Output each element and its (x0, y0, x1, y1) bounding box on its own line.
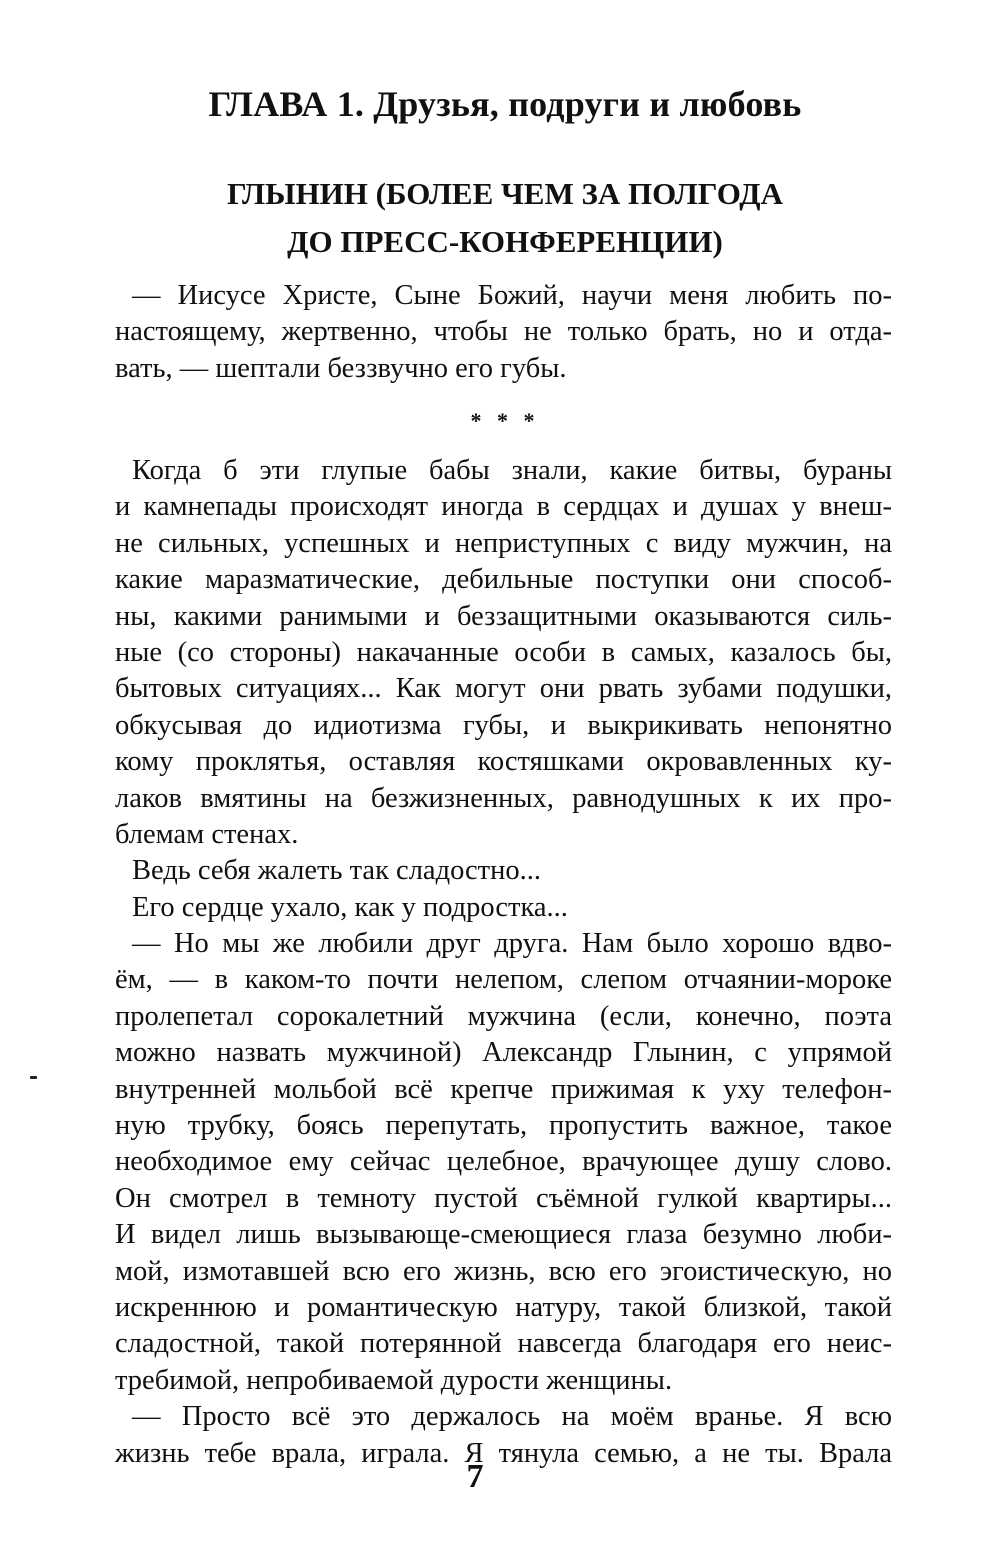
text-line: сладостной, такой потерянной навсегда благодаря его неис- (115, 1328, 892, 1360)
text-line: блемам стенах. (115, 818, 299, 850)
text-line: настоящему, жертвенно, чтобы не только брать, но и отда- (115, 316, 892, 348)
text-line: требимой, непробиваемой дурости женщины. (115, 1364, 673, 1396)
text-line: — Просто всё это держалось на моём вранье. Я всю (132, 1401, 892, 1433)
text-line: Он смотрел в темноту пустой съёмной гулкой квартиры... (115, 1182, 892, 1214)
text-line: — Иисусе Христе, Сыне Божий, научи меня любить по- (132, 280, 892, 311)
body-text (115, 453, 892, 1472)
text-line: — Но мы же любили друг друга. Нам было хорошо вдво- (132, 928, 892, 960)
text-line: ём, — в каком-то почти нелепом, слепом отчаянии-мороке (115, 964, 892, 996)
text-line: внутренней мольбой всё крепче прижимая к уху телефон- (115, 1073, 892, 1105)
text-line: жизнь тебе врала, играла. Я тянула семью, а не ты. Врала (115, 1437, 892, 1469)
section-title-line: ДО ПРЕСС-КОНФЕРЕНЦИИ) (287, 224, 723, 259)
scan-speck (30, 1076, 37, 1079)
text-line: пролепетал сорокалетний мужчина (если, конечно, поэта (115, 1000, 892, 1032)
text-line: можно назвать мужчиной) Александр Глынин, с упрямой (115, 1037, 892, 1069)
section-title (80, 170, 930, 266)
text-line: какие маразматические, дебильные поступки они способ- (115, 564, 892, 596)
text-line: и камнепады происходят иногда в сердцах и душах у внеш- (115, 491, 892, 523)
section-separator: * * * (470, 408, 540, 433)
text-line: ны, какими ранимыми и беззащитными оказываются силь- (115, 600, 892, 632)
text-line: Когда б эти глупые бабы знали, какие битвы, бураны (132, 455, 892, 486)
chapter-title: ГЛАВА 1. Друзья, подруги и любовь (208, 84, 802, 124)
text-line: бытовых ситуациях... Как могут они рвать зубами подушки, (115, 673, 892, 705)
text-line: вать, — шептали беззвучно его губы. (115, 352, 567, 384)
text-line: кому проклятья, оставляя костяшками окровавленных ку- (115, 746, 892, 778)
text-line: не сильных, успешных и неприступных с виду мужчин, на (115, 527, 892, 559)
text-line: обкусывая до идиотизма губы, и выкрикивать непонятно (115, 709, 892, 741)
text-line: ную трубку, боясь перепутать, пропустить важное, такое (115, 1110, 892, 1142)
text-line: И видел лишь вызывающе-смеющиеся глаза безумно люби- (115, 1219, 892, 1251)
text-line: Ведь себя жалеть так сладостно... (132, 855, 542, 887)
text-line: мой, измотавшей всю его жизнь, всю его эгоистическую, но (115, 1255, 892, 1287)
text-line: ные (со стороны) накачанные особи в самых, казалось бы, (115, 636, 892, 668)
text-line: Его сердце ухало, как у подростка... (132, 891, 568, 923)
section-title-line: ГЛЫНИН (БОЛЕЕ ЧЕМ ЗА ПОЛГОДА (226, 176, 783, 211)
page-number: 7 (466, 1458, 484, 1495)
text-line: искреннюю и романтическую натуру, такой близкой, такой (115, 1291, 892, 1323)
text-line: лаков вмятины на безжизненных, равнодушных к их про- (115, 782, 892, 814)
text-line: необходимое ему сейчас целебное, врачующее душу слово. (115, 1146, 892, 1178)
prayer-paragraph (115, 278, 892, 387)
